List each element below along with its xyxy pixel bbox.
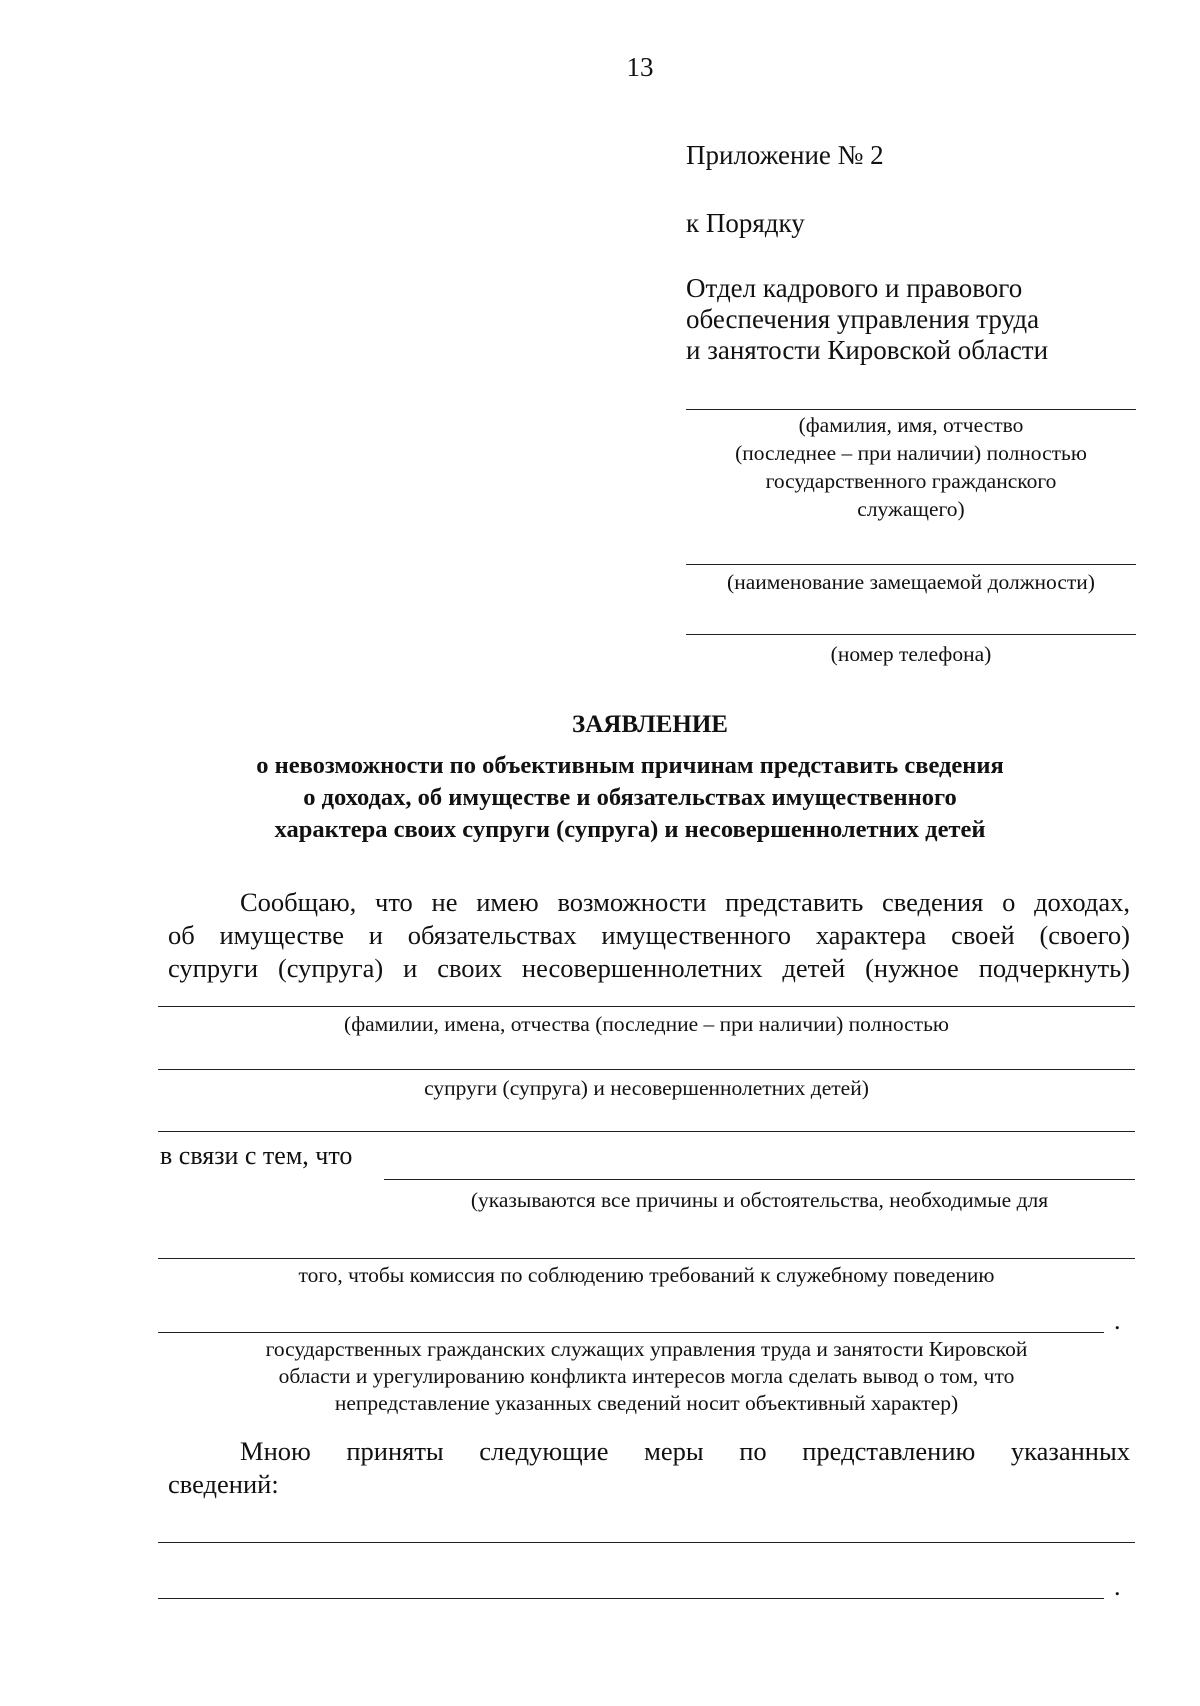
subtitle-line: о невозможности по объективным причинам представить сведения: [256, 752, 1004, 779]
measures-field-line-1: [158, 1542, 1135, 1543]
subtitle-line: о доходах, об имуществе и обязательствах имущественного: [303, 784, 957, 811]
relatives-caption-2: супруги (супруга) и несовершеннолетних детей): [424, 1076, 869, 1100]
line-end-dot: .: [1114, 1572, 1121, 1601]
applicant-name-caption: [686, 411, 1136, 523]
applicant-name-field-line: [686, 409, 1136, 410]
caption-line: непредставление указанных сведений носит объективный характер): [334, 1391, 959, 1415]
reason-prefix: в связи с тем, что: [160, 1141, 353, 1170]
position-field-line: [686, 564, 1136, 565]
caption-line: (последнее – при наличии) полностью: [735, 441, 1087, 465]
recipient-line: Отдел кадрового и правового: [686, 273, 1023, 303]
position-caption: (наименование замещаемой должности): [727, 570, 1095, 594]
intro-line: Сообщаю, что не имею возможности представить сведения о доходах,: [240, 887, 1130, 917]
reason-field-line-1: [384, 1179, 1135, 1180]
reason-field-line-3: [158, 1332, 1104, 1333]
measures-field-line-2: [158, 1598, 1104, 1599]
relatives-field-line-1: [158, 1006, 1135, 1007]
measures-line: Мною приняты следующие меры по представлению указанных: [240, 1436, 1130, 1466]
intro-line: супруги (супруга) и своих несовершеннолетних детей (нужное подчеркнуть): [168, 953, 1130, 983]
caption-line: государственного гражданского: [765, 469, 1057, 493]
caption-line: служащего): [857, 497, 965, 521]
page-number: 13: [626, 52, 654, 82]
caption-line: государственных гражданских служащих управления труда и занятости Кировской: [265, 1337, 1028, 1361]
reason-field-line-2: [158, 1258, 1135, 1259]
relatives-caption-1: (фамилии, имена, отчества (последние – при наличии) полностью: [344, 1012, 949, 1036]
phone-field-line: [686, 634, 1136, 635]
subtitle-line: характера своих супруги (супруга) и несовершеннолетних детей: [274, 816, 986, 843]
phone-caption: (номер телефона): [830, 642, 992, 666]
intro-paragraph: [168, 886, 1130, 985]
measures-line: сведений:: [168, 1469, 279, 1499]
relatives-field-line-2: [158, 1069, 1135, 1070]
order-reference: к Порядку: [686, 208, 805, 238]
caption-line: области и урегулированию конфликта интересов могла сделать вывод о том, что: [278, 1364, 1015, 1388]
reason-caption-3: [158, 1336, 1135, 1417]
measures-paragraph: [168, 1435, 1130, 1501]
intro-line: об имуществе и обязательствах имущественного характера своей (своего): [168, 920, 1130, 950]
caption-line: (фамилия, имя, отчество: [798, 413, 1024, 437]
document-title: ЗАЯВЛЕНИЕ: [572, 711, 728, 738]
recipient-department: [686, 273, 1048, 366]
line-end-dot: .: [1114, 1306, 1121, 1335]
recipient-line: обеспечения управления труда: [686, 304, 1040, 334]
appendix-label: Приложение № 2: [686, 140, 884, 170]
recipient-line: и занятости Кировской области: [686, 335, 1049, 365]
document-subtitle: [130, 750, 1130, 846]
reason-caption-1: (указываются все причины и обстоятельства, необходимые для: [470, 1188, 1049, 1212]
relatives-field-line-3: [158, 1131, 1135, 1132]
reason-caption-2: того, чтобы комиссия по соблюдению требований к служебному поведению: [298, 1263, 995, 1287]
